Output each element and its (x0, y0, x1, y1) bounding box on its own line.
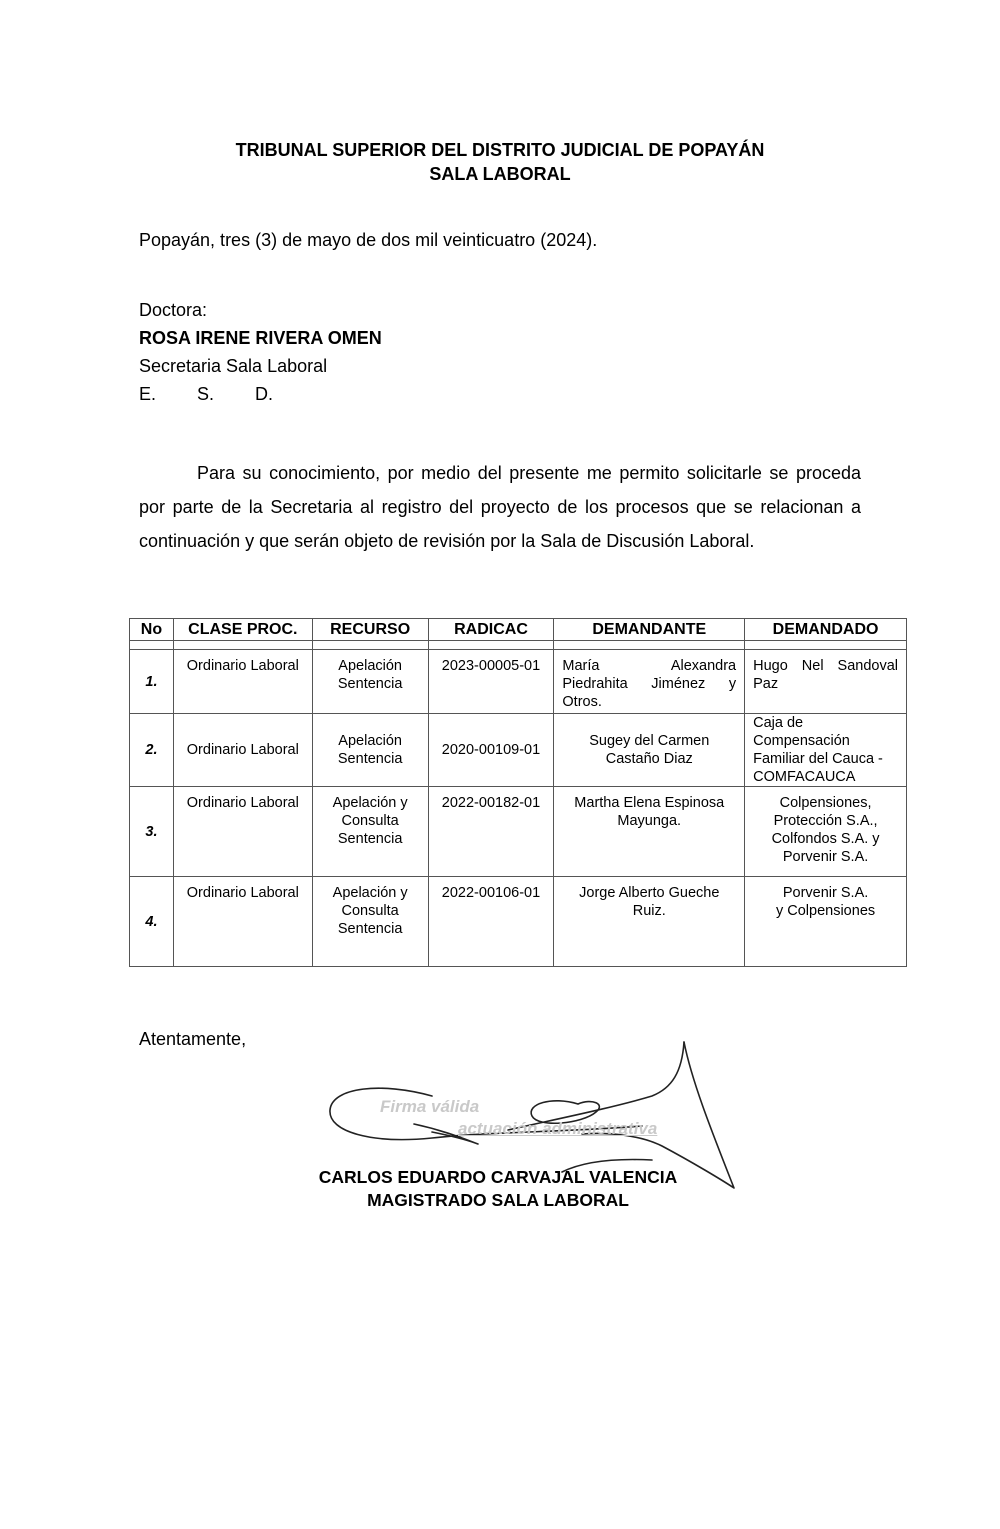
process-table (129, 618, 907, 967)
cell-radicac: 2020-00109-01 (428, 714, 554, 787)
signer-block (312, 1166, 684, 1212)
row-number: 2. (130, 714, 174, 787)
cell-demandante: María Alexandra Piedrahita Jiménez y Otros. (554, 650, 745, 714)
cell-demandante: Jorge Alberto Gueche Ruiz. (554, 877, 745, 967)
stamp-line-1: Firma válida (380, 1097, 480, 1116)
esd-e: E. (139, 384, 157, 404)
signer-name: CARLOS EDUARDO CARVAJAL VALENCIA (318, 1167, 678, 1187)
table-row (130, 650, 907, 714)
cell-radicac: 2022-00182-01 (428, 787, 554, 877)
table-row (130, 714, 907, 787)
valid-signature-stamp (380, 1096, 657, 1140)
row-number: 1. (130, 650, 174, 714)
row-number: 3. (130, 787, 174, 877)
closing-text: Atentamente, (139, 1029, 247, 1049)
table-spacer-row (130, 641, 907, 650)
cell-recurso: Apelación y Consulta Sentencia (312, 787, 428, 877)
addressee-block (139, 296, 382, 408)
col-header-radicac: RADICAC (428, 619, 554, 641)
col-header-demandante: DEMANDANTE (554, 619, 745, 641)
addressee-role: Secretaria Sala Laboral (139, 356, 328, 376)
cell-demandado: Caja de Compensación Familiar del Cauca - COMFACAUCA (745, 714, 907, 787)
cell-clase: Ordinario Laboral (173, 650, 312, 714)
court-name: TRIBUNAL SUPERIOR DEL DISTRITO JUDICIAL DE POPAYÁN (235, 140, 765, 160)
stamp-line-2: actuación administrativa (458, 1119, 658, 1138)
cell-clase: Ordinario Laboral (173, 714, 312, 787)
letter-date: Popayán, tres (3) de mayo de dos mil veinticuatro (2024). (139, 230, 598, 250)
body-paragraph: Para su conocimiento, por medio del presente me permito solicitarle se proceda por parte de la Secretaria al registro del proyecto de los procesos que se relacionan a continuación y que serán objeto de revisión por la Sala de Discusión Laboral. (139, 463, 861, 551)
document-header (0, 138, 1000, 186)
salutation: Doctora: (139, 300, 208, 320)
cell-recurso: Apelación Sentencia (312, 650, 428, 714)
cell-demandante: Martha Elena Espinosa Mayunga. (554, 787, 745, 877)
cell-radicac: 2023-00005-01 (428, 650, 554, 714)
cell-demandado: Porvenir S.A. y Colpensiones (745, 877, 907, 967)
col-header-recurso: RECURSO (312, 619, 428, 641)
addressee-name: ROSA IRENE RIVERA OMEN (139, 328, 382, 348)
cell-radicac: 2022-00106-01 (428, 877, 554, 967)
esd-s: S. (197, 384, 215, 404)
cell-clase: Ordinario Laboral (173, 787, 312, 877)
cell-demandado: Hugo Nel Sandoval Paz (745, 650, 907, 714)
cell-demandante: Sugey del Carmen Castaño Diaz (554, 714, 745, 787)
cell-recurso: Apelación Sentencia (312, 714, 428, 787)
cell-demandado: Colpensiones, Protección S.A., Colfondos S.A. y Porvenir S.A. (745, 787, 907, 877)
table-header-row (130, 619, 907, 641)
chamber-name: SALA LABORAL (429, 164, 571, 184)
table-row (130, 877, 907, 967)
esd-d: D. (255, 384, 273, 404)
cell-recurso: Apelación y Consulta Sentencia (312, 877, 428, 967)
col-header-demandado: DEMANDADO (745, 619, 907, 641)
col-header-clase: CLASE PROC. (173, 619, 312, 641)
row-number: 4. (130, 877, 174, 967)
col-header-no: No (130, 619, 174, 641)
cell-clase: Ordinario Laboral (173, 877, 312, 967)
table-row (130, 787, 907, 877)
esd-line (139, 380, 382, 408)
signer-title: MAGISTRADO SALA LABORAL (367, 1190, 629, 1210)
